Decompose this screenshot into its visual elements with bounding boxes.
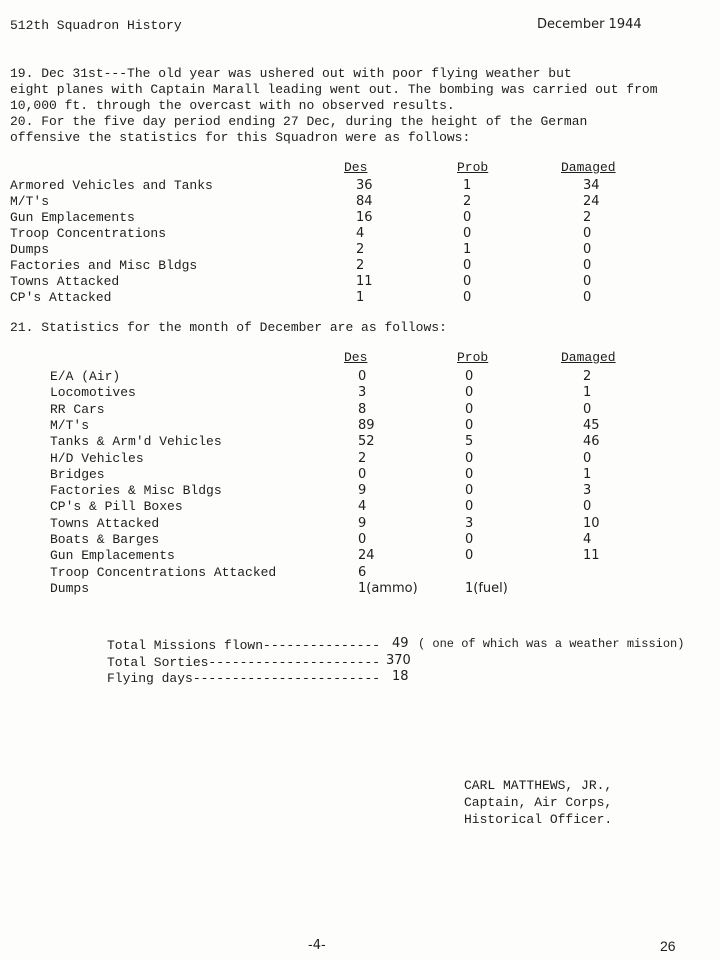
table2-cell-des: 9	[358, 515, 367, 531]
table1-cell-label: Armored Vehicles and Tanks	[10, 178, 213, 193]
table2-cell-prob: 0	[465, 450, 474, 466]
table2-cell-damaged: 10	[583, 515, 600, 531]
table2-cell-damaged: 1	[583, 466, 592, 482]
table2-cell-damaged: 0	[583, 499, 592, 515]
table2-cell-damaged: 3	[583, 483, 592, 499]
table1-header-damaged: Damaged	[561, 160, 616, 175]
table1-cell-prob: 0	[463, 290, 472, 305]
paragraph-20-line-1: 20. For the five day period ending 27 Dec, during the height of the German	[10, 114, 588, 129]
table2-row	[0, 483, 720, 499]
table2-cell-des: 3	[358, 385, 367, 401]
table2-cell-des: 9	[358, 483, 367, 499]
table1-cell-prob: 0	[463, 258, 472, 273]
table1-cell-prob: 0	[463, 226, 472, 241]
table2-row	[0, 402, 720, 418]
table2-cell-prob: 5	[465, 434, 474, 450]
table2-row	[0, 385, 720, 401]
total-missions-value: 49	[392, 636, 409, 651]
table1-row	[0, 274, 720, 290]
table1-cell-damaged: 0	[583, 242, 592, 257]
table1-row	[0, 242, 720, 258]
table2-row	[0, 499, 720, 515]
table1-cell-des: 4	[356, 226, 365, 241]
table2-cell-des: 0	[358, 466, 367, 482]
paragraph-19-line-1: 19. Dec 31st---The old year was ushered out with poor flying weather but	[10, 66, 572, 81]
table1-cell-prob: 0	[463, 274, 472, 289]
table1-cell-label: Factories and Misc Bldgs	[10, 258, 198, 273]
table1-cell-des: 16	[356, 210, 373, 225]
table1-header-prob: Prob	[457, 160, 489, 175]
table2-cell-des: 0	[358, 532, 367, 547]
table1-cell-des: 2	[356, 242, 365, 257]
table2-header-damaged: Damaged	[561, 350, 616, 365]
table2-cell-label: Tanks & Arm'd Vehicles	[50, 434, 222, 450]
footer-page-mark: -4-	[308, 938, 326, 953]
table2-cell-prob: 0	[465, 417, 474, 433]
table2-cell-prob: 0	[465, 532, 474, 547]
table2-cell-des: 24	[358, 548, 375, 564]
table2-cell-label: M/T's	[50, 417, 90, 433]
table1-header-des: Des	[344, 160, 368, 175]
footer-page-number: 26	[660, 938, 676, 954]
table2-cell-label: Factories & Misc Bldgs	[50, 483, 222, 499]
table2-cell-prob: 0	[465, 401, 474, 417]
table2-cell-des: 2	[358, 450, 367, 466]
table2-header-des: Des	[344, 350, 368, 365]
table1-cell-label: M/T's	[10, 194, 50, 209]
table2-row	[0, 434, 720, 450]
table2-cell-label: Troop Concentrations Attacked	[50, 564, 277, 580]
signature-title: Historical Officer.	[464, 812, 613, 827]
table2-cell-label: E/A (Air)	[50, 369, 121, 384]
table1-cell-des: 11	[356, 274, 373, 289]
table2-cell-prob: 0	[465, 483, 474, 499]
table1-cell-label: Troop Concentrations	[10, 226, 167, 241]
table2-row	[0, 548, 720, 564]
table2-cell-label: H/D Vehicles	[50, 450, 144, 466]
header-date: December 1944	[537, 17, 642, 32]
table1-cell-damaged: 0	[583, 258, 592, 273]
table1-cell-label: Towns Attacked	[10, 274, 120, 289]
total-missions-label: Total Missions flown---------------	[107, 638, 381, 653]
table2-header-prob: Prob	[457, 350, 489, 365]
table2-cell-prob: 0	[465, 369, 474, 384]
table2-cell-damaged: 0	[583, 450, 592, 466]
table2-cell-damaged: 46	[583, 434, 600, 450]
table1-row	[0, 290, 720, 306]
table2-cell-label: Locomotives	[50, 385, 136, 401]
paragraph-20-line-2: offensive the statistics for this Squadron were as follows:	[10, 130, 471, 145]
table2-cell-damaged: 1	[583, 385, 592, 401]
paragraph-19-line-2: eight planes with Captain Marall leading went out. The bombing was carried out from	[10, 82, 658, 97]
table1-row	[0, 194, 720, 210]
flying-days-value: 18	[392, 669, 409, 684]
table2-cell-prob: 0	[465, 466, 474, 482]
table2-row	[0, 516, 720, 532]
table1-cell-label: Gun Emplacements	[10, 210, 135, 225]
table1-cell-label: Dumps	[10, 242, 50, 257]
table2-cell-label: Towns Attacked	[50, 515, 160, 531]
table2-row	[0, 565, 720, 581]
signature-name: CARL MATTHEWS, JR.,	[464, 778, 613, 793]
table2-row	[0, 418, 720, 434]
table1-cell-damaged: 0	[583, 274, 592, 289]
table2-row	[0, 581, 720, 597]
table1-row	[0, 210, 720, 226]
header-title: 512th Squadron History	[10, 18, 182, 33]
paragraph-21-line-1: 21. Statistics for the month of December are as follows:	[10, 320, 447, 335]
table1-cell-damaged: 0	[583, 226, 592, 241]
table1-cell-prob: 1	[463, 178, 472, 193]
table2-cell-prob: 0	[465, 385, 474, 401]
table1-cell-des: 84	[356, 194, 373, 209]
table2-cell-label: Bridges	[50, 466, 105, 482]
table1-cell-damaged: 2	[583, 210, 592, 225]
table1-cell-prob: 1	[463, 242, 472, 257]
table2-cell-damaged: 11	[583, 548, 600, 564]
table2-cell-label: Gun Emplacements	[50, 548, 175, 564]
table1-cell-des: 1	[356, 290, 365, 305]
total-sorties-value: 370	[386, 653, 411, 668]
paragraph-19-line-3: 10,000 ft. through the overcast with no observed results.	[10, 98, 455, 113]
table1-cell-prob: 0	[463, 210, 472, 225]
table2-cell-prob: 3	[465, 515, 474, 531]
table2-row	[0, 532, 720, 548]
table2-row	[0, 451, 720, 467]
table2-cell-des: 52	[358, 434, 375, 450]
table2-cell-des: 4	[358, 499, 367, 515]
table2-cell-damaged: 0	[583, 401, 592, 417]
table2-cell-damaged: 2	[583, 369, 592, 384]
table2-cell-prob: 1(fuel)	[465, 580, 508, 596]
table2-cell-label: RR Cars	[50, 401, 105, 417]
table1-cell-des: 2	[356, 258, 365, 273]
total-missions-note: ( one of which was a weather mission)	[418, 637, 685, 651]
table2-cell-des: 8	[358, 401, 367, 417]
table2-cell-prob: 0	[465, 499, 474, 515]
table2-cell-des: 89	[358, 417, 375, 433]
table1-cell-damaged: 0	[583, 290, 592, 305]
table2-cell-des: 1(ammo)	[358, 580, 418, 596]
table2-cell-damaged: 4	[583, 532, 592, 547]
table1-cell-label: CP's Attacked	[10, 290, 112, 305]
table2-cell-label: Boats & Barges	[50, 532, 160, 547]
table1-cell-des: 36	[356, 178, 373, 193]
table1-cell-prob: 2	[463, 194, 472, 209]
signature-rank: Captain, Air Corps,	[464, 795, 613, 810]
table1-cell-damaged: 34	[583, 178, 600, 193]
table2-cell-des: 6	[358, 564, 367, 580]
flying-days-label: Flying days------------------------	[107, 671, 381, 686]
table1-row	[0, 178, 720, 194]
table2-cell-damaged: 45	[583, 417, 600, 433]
table1-cell-damaged: 24	[583, 194, 600, 209]
table2-cell-label: CP's & Pill Boxes	[50, 499, 183, 515]
table2-cell-des: 0	[358, 369, 367, 384]
table2-row	[0, 467, 720, 483]
table2-cell-label: Dumps	[50, 580, 90, 596]
table1-row	[0, 226, 720, 242]
table2-cell-prob: 0	[465, 548, 474, 564]
total-sorties-label: Total Sorties----------------------	[107, 655, 381, 670]
table1-row	[0, 258, 720, 274]
table2-row	[0, 369, 720, 385]
